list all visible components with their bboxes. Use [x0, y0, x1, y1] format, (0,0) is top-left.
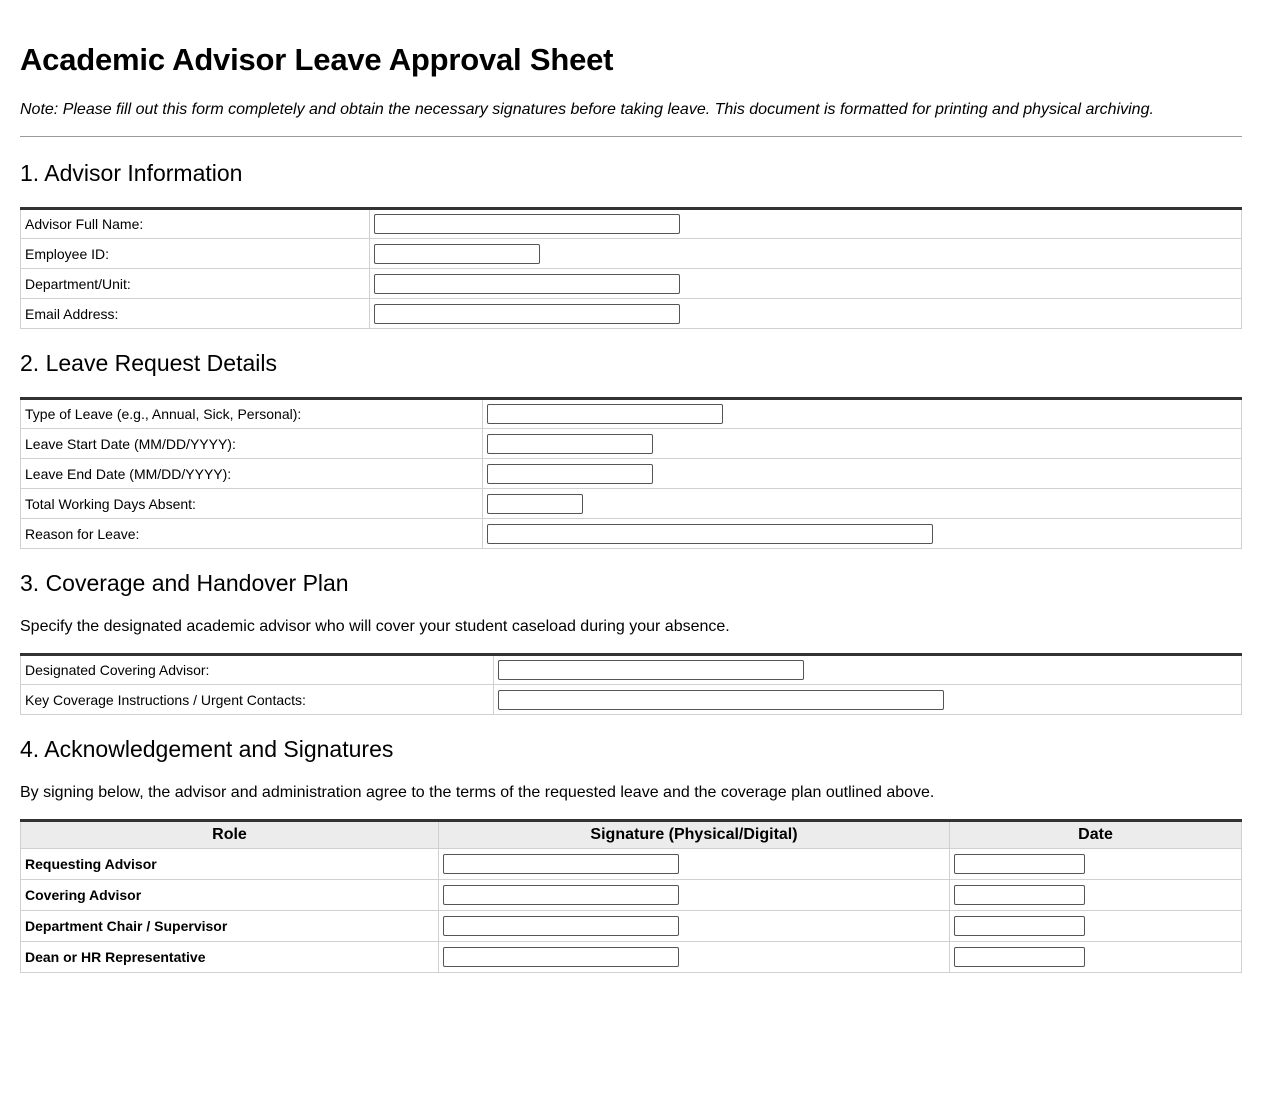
leave-type-input[interactable]: [487, 404, 723, 424]
leave-start-date-input[interactable]: [487, 434, 653, 454]
field-label: Advisor Full Name:: [21, 209, 370, 239]
email-address-input[interactable]: [374, 304, 680, 324]
divider: [20, 136, 1242, 137]
field-label: Type of Leave (e.g., Annual, Sick, Personal):: [21, 399, 483, 429]
field-label: Employee ID:: [21, 239, 370, 269]
table-row: [21, 299, 1242, 329]
section-heading-coverage: 3. Coverage and Handover Plan: [20, 570, 349, 596]
field-label: Total Working Days Absent:: [21, 489, 483, 519]
dean-hr-date-input[interactable]: [954, 947, 1085, 967]
signatures-table: [20, 819, 1242, 973]
signatures-intro: By signing below, the advisor and administration agree to the terms of the requested leave and the coverage plan outlined above.: [20, 784, 935, 801]
covering-advisor-input[interactable]: [498, 660, 804, 680]
coverage-table: [20, 653, 1242, 715]
table-row: [21, 880, 1242, 911]
signer-role: Covering Advisor: [21, 880, 439, 911]
field-label: Department/Unit:: [21, 269, 370, 299]
coverage-instructions-input[interactable]: [498, 690, 944, 710]
leave-reason-input[interactable]: [487, 524, 933, 544]
requesting-advisor-date-input[interactable]: [954, 854, 1085, 874]
dean-hr-signature-input[interactable]: [443, 947, 679, 967]
column-header-date: Date: [950, 821, 1242, 849]
table-row: [21, 685, 1242, 715]
field-label: Leave Start Date (MM/DD/YYYY):: [21, 429, 483, 459]
column-header-signature: Signature (Physical/Digital): [439, 821, 950, 849]
signer-role: Requesting Advisor: [21, 849, 439, 880]
department-chair-signature-input[interactable]: [443, 916, 679, 936]
field-label: Key Coverage Instructions / Urgent Contacts:: [21, 685, 494, 715]
table-row: [21, 911, 1242, 942]
signer-role: Department Chair / Supervisor: [21, 911, 439, 942]
column-header-role: Role: [21, 821, 439, 849]
table-row: [21, 239, 1242, 269]
table-row: [21, 942, 1242, 973]
table-header-row: [21, 821, 1242, 849]
requesting-advisor-signature-input[interactable]: [443, 854, 679, 874]
covering-advisor-date-input[interactable]: [954, 885, 1085, 905]
leave-details-table: [20, 397, 1242, 549]
advisor-info-table: [20, 207, 1242, 329]
table-row: [21, 399, 1242, 429]
signer-role: Dean or HR Representative: [21, 942, 439, 973]
table-row: [21, 849, 1242, 880]
table-row: [21, 655, 1242, 685]
table-row: [21, 269, 1242, 299]
section-heading-advisor: 1. Advisor Information: [20, 160, 243, 186]
section-heading-signatures: 4. Acknowledgement and Signatures: [20, 736, 394, 762]
total-days-input[interactable]: [487, 494, 583, 514]
field-label: Leave End Date (MM/DD/YYYY):: [21, 459, 483, 489]
page-title: Academic Advisor Leave Approval Sheet: [20, 42, 614, 77]
department-unit-input[interactable]: [374, 274, 680, 294]
advisor-full-name-input[interactable]: [374, 214, 680, 234]
field-label: Reason for Leave:: [21, 519, 483, 549]
form-note: Note: Please fill out this form completely and obtain the necessary signatures before taking leave. This document is formatted for printing and physical archiving.: [20, 101, 1154, 118]
leave-end-date-input[interactable]: [487, 464, 653, 484]
employee-id-input[interactable]: [374, 244, 540, 264]
table-row: [21, 209, 1242, 239]
field-label: Email Address:: [21, 299, 370, 329]
field-label: Designated Covering Advisor:: [21, 655, 494, 685]
department-chair-date-input[interactable]: [954, 916, 1085, 936]
section-heading-leave: 2. Leave Request Details: [20, 350, 277, 376]
table-row: [21, 429, 1242, 459]
table-row: [21, 459, 1242, 489]
coverage-intro: Specify the designated academic advisor who will cover your student caseload during your absence.: [20, 618, 730, 635]
table-row: [21, 519, 1242, 549]
table-row: [21, 489, 1242, 519]
covering-advisor-signature-input[interactable]: [443, 885, 679, 905]
